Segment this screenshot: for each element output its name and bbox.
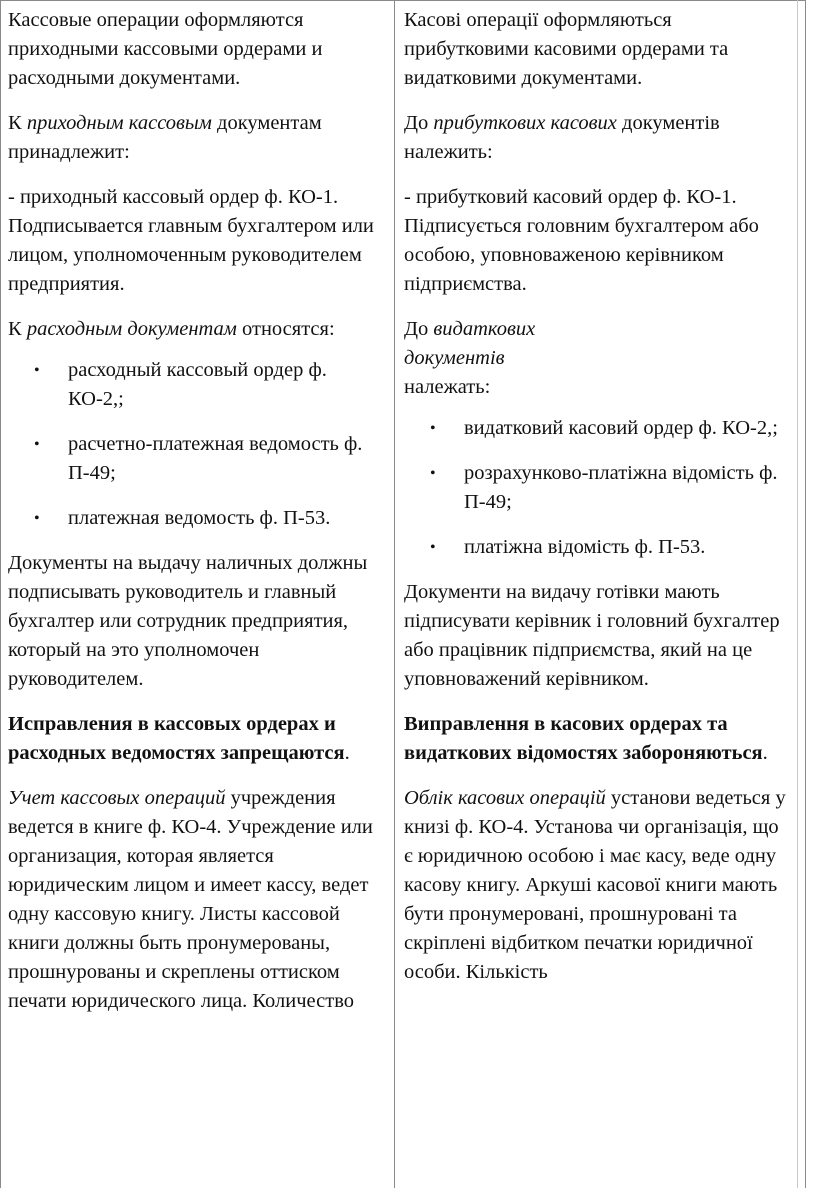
cash-book-paragraph: Учет кассовых операций учреждения ведется в книге ф. КО-4. Учреждение или организация, которая является юридическим лицом и имеет кассу, ведет одну кассовую книгу. Листы кассовой книги должны быть пронумерованы, прошнурованы и скреплены оттиском печати юридического лица. Количество xyxy=(8,787,373,1012)
list-item: • платіжна відомість ф. П-53. xyxy=(464,533,786,562)
intro-paragraph: Касові операції оформляються прибутковими касовими ордерами та видатковими документами. xyxy=(404,9,729,89)
list-item: • расчетно-платежная ведомость ф. П-49; xyxy=(68,430,384,488)
list-item: • расходный кассовый ордер ф. КО-2,; xyxy=(68,356,384,414)
outgoing-docs-heading: К расходным документам относятся: xyxy=(8,318,335,340)
column-divider xyxy=(394,0,395,1188)
incoming-docs-heading: К приходным кассовым документам принадлежит: xyxy=(8,112,322,163)
incoming-docs-heading: До прибуткових касових документів належить: xyxy=(404,112,720,163)
incoming-order-paragraph: - приходный кассовый ордер ф. КО-1. Подписывается главным бухгалтером или лицом, уполномоченным руководителем предприятия. xyxy=(8,186,374,295)
intro-paragraph: Кассовые операции оформляются приходными кассовыми ордерами и расходными документами. xyxy=(8,9,323,89)
russian-column xyxy=(8,6,384,1032)
cash-book-paragraph: Облік касових операцій установи ведеться у книзі ф. КО-4. Установа чи організація, що є юридичною особою і має касу, веде одну касову книгу. Аркуші касової книги мають бути пронумеровані, прошнуровані та скріплені відбитком печатки юридичної особи. Кількість xyxy=(404,787,786,983)
signatures-paragraph: Документи на видачу готівки мають підписувати керівник і головний бухгалтер або працівник підприємства, який на це уповноважений керівником. xyxy=(404,581,780,690)
incoming-order-paragraph: - прибутковий касовий ордер ф. КО-1. Підписується головним бухгалтером або особою, уповноваженою керівником підприємства. xyxy=(404,186,759,295)
corrections-paragraph: Виправлення в касових ордерах та видаткових відомостях забороняються. xyxy=(404,713,768,764)
list-item: • видатковий касовий ордер ф. КО-2,; xyxy=(464,414,786,443)
list-item: • платежная ведомость ф. П-53. xyxy=(68,504,384,533)
ukrainian-column xyxy=(404,6,786,1003)
table-right-edge xyxy=(797,0,798,1188)
outgoing-docs-list xyxy=(404,414,786,562)
outgoing-docs-heading: До видаткових документів належать: xyxy=(404,318,536,398)
outgoing-docs-list xyxy=(8,356,384,533)
corrections-paragraph: Исправления в кассовых ордерах и расходных ведомостях запрещаются. xyxy=(8,713,350,764)
list-item: • розрахунково-платіжна відомість ф. П-49; xyxy=(464,459,786,517)
signatures-paragraph: Документы на выдачу наличных должны подписывать руководитель и главный бухгалтер или сотрудник предприятия, который на это уполномочен руководителем. xyxy=(8,552,368,690)
